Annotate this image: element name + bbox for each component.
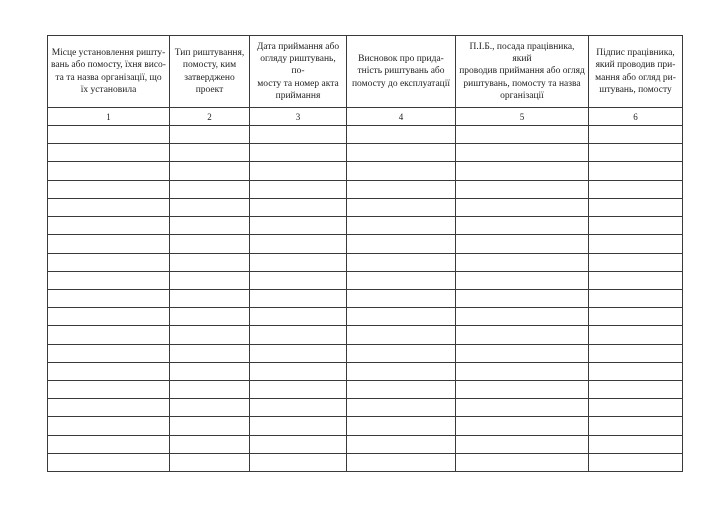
empty-cell [48,362,170,380]
table-row [48,180,683,198]
empty-cell [589,162,683,180]
empty-cell [48,253,170,271]
empty-cell [456,308,589,326]
empty-cell [170,399,250,417]
entry-rows [48,126,683,472]
empty-cell [170,362,250,380]
empty-cell [347,453,456,471]
empty-cell [250,435,347,453]
empty-cell [589,253,683,271]
empty-cell [589,417,683,435]
empty-cell [48,399,170,417]
table-row [48,198,683,216]
empty-cell [250,144,347,162]
empty-cell [250,308,347,326]
column-number: 5 [456,108,589,126]
empty-cell [347,289,456,307]
empty-cell [48,344,170,362]
header-line: Підпис працівника, [596,48,675,59]
empty-cell [48,380,170,398]
empty-cell [170,453,250,471]
header-line: який проводив при- [595,60,676,71]
header-cell-conclusion [347,36,456,108]
header-line: огляду риштувань, по- [260,54,336,77]
empty-cell [347,435,456,453]
empty-cell [250,198,347,216]
empty-cell [589,453,683,471]
empty-cell [48,308,170,326]
empty-cell [347,362,456,380]
empty-cell [250,399,347,417]
header-line: Тип риштування, [174,48,245,59]
empty-cell [589,180,683,198]
empty-cell [456,399,589,417]
empty-cell [347,126,456,144]
empty-cell [456,362,589,380]
empty-cell [589,235,683,253]
header-line: Висновок про прида- [358,54,444,65]
column-number: 4 [347,108,456,126]
empty-cell [589,198,683,216]
empty-cell [170,162,250,180]
empty-cell [347,235,456,253]
empty-cell [347,144,456,162]
header-line: мосту та номер акта [257,78,339,89]
header-line: їх установила [80,84,137,95]
table-row [48,362,683,380]
empty-cell [170,198,250,216]
table-row [48,308,683,326]
empty-cell [250,417,347,435]
empty-cell [589,435,683,453]
empty-cell [250,289,347,307]
empty-cell [48,435,170,453]
table-row [48,271,683,289]
empty-cell [170,308,250,326]
table-row [48,235,683,253]
table-row [48,326,683,344]
empty-cell [456,126,589,144]
empty-cell [589,326,683,344]
empty-cell [250,217,347,235]
empty-cell [170,271,250,289]
empty-cell [456,180,589,198]
empty-cell [48,326,170,344]
empty-cell [347,417,456,435]
table-row [48,144,683,162]
table-row [48,217,683,235]
empty-cell [347,198,456,216]
empty-cell [170,253,250,271]
column-number: 6 [589,108,683,126]
empty-cell [456,217,589,235]
column-number: 2 [170,108,250,126]
header-cell-signature [589,36,683,108]
empty-cell [456,271,589,289]
header-line: помосту, ким [182,60,237,71]
empty-cell [456,144,589,162]
empty-cell [170,435,250,453]
header-line: та та назва організації, що [55,72,162,83]
header-row [48,36,683,108]
table-row [48,162,683,180]
empty-cell [48,217,170,235]
header-cell-type [170,36,250,108]
empty-cell [250,271,347,289]
empty-cell [456,162,589,180]
empty-cell [347,253,456,271]
header-line: штувань, помосту [599,84,672,95]
register-table [47,35,683,472]
header-line: П.І.Б., посада працівника, який [469,42,575,65]
header-line: помосту до експлуатації [351,78,451,89]
empty-cell [250,180,347,198]
empty-cell [170,289,250,307]
header-line: проект [195,84,224,95]
empty-cell [456,344,589,362]
table-row [48,380,683,398]
empty-cell [589,126,683,144]
empty-cell [250,453,347,471]
empty-cell [250,126,347,144]
header-cell-date [250,36,347,108]
header-line: тність риштувань або [357,66,445,77]
empty-cell [456,326,589,344]
table-row [48,417,683,435]
empty-cell [456,235,589,253]
table-row [48,126,683,144]
empty-cell [456,380,589,398]
empty-cell [347,344,456,362]
table-row [48,435,683,453]
header-cell-place [48,36,170,108]
empty-cell [456,435,589,453]
empty-cell [170,126,250,144]
empty-cell [589,271,683,289]
header-line: риштувань, помосту та назва [463,78,581,89]
empty-cell [48,144,170,162]
empty-cell [456,417,589,435]
empty-cell [589,380,683,398]
empty-cell [589,344,683,362]
empty-cell [456,253,589,271]
empty-cell [347,308,456,326]
header-line: мання або огляд ри- [595,72,676,83]
empty-cell [347,162,456,180]
empty-cell [589,308,683,326]
empty-cell [170,344,250,362]
empty-cell [250,253,347,271]
header-line: Дата приймання або [256,42,340,53]
empty-cell [589,399,683,417]
empty-cell [48,235,170,253]
column-number: 3 [250,108,347,126]
empty-cell [456,289,589,307]
empty-cell [250,362,347,380]
empty-cell [170,180,250,198]
header-cell-inspector [456,36,589,108]
empty-cell [48,417,170,435]
empty-cell [170,326,250,344]
empty-cell [48,162,170,180]
empty-cell [250,235,347,253]
empty-cell [170,235,250,253]
empty-cell [48,271,170,289]
header-line: приймання [275,90,321,101]
empty-cell [347,180,456,198]
header-line: Місце установлення ришту- [51,48,166,59]
empty-cell [589,289,683,307]
table-row [48,344,683,362]
header-line: організації [500,90,544,101]
empty-cell [48,453,170,471]
empty-cell [589,144,683,162]
header-line: проводив приймання або огляд [459,66,585,77]
empty-cell [250,326,347,344]
empty-cell [250,162,347,180]
column-number: 1 [48,108,170,126]
empty-cell [170,380,250,398]
table-row [48,253,683,271]
table-row [48,453,683,471]
empty-cell [48,180,170,198]
empty-cell [170,417,250,435]
empty-cell [347,399,456,417]
header-line: затверджено [184,72,235,83]
empty-cell [250,380,347,398]
empty-cell [48,289,170,307]
column-number-row [48,108,683,126]
empty-cell [456,453,589,471]
empty-cell [589,362,683,380]
empty-cell [347,326,456,344]
table-row [48,289,683,307]
empty-cell [589,217,683,235]
empty-cell [250,344,347,362]
empty-cell [170,144,250,162]
header-line: вань або помосту, їхня висо- [51,60,166,71]
empty-cell [170,217,250,235]
empty-cell [48,198,170,216]
empty-cell [48,126,170,144]
empty-cell [347,217,456,235]
table-row [48,399,683,417]
empty-cell [456,198,589,216]
empty-cell [347,380,456,398]
empty-cell [347,271,456,289]
